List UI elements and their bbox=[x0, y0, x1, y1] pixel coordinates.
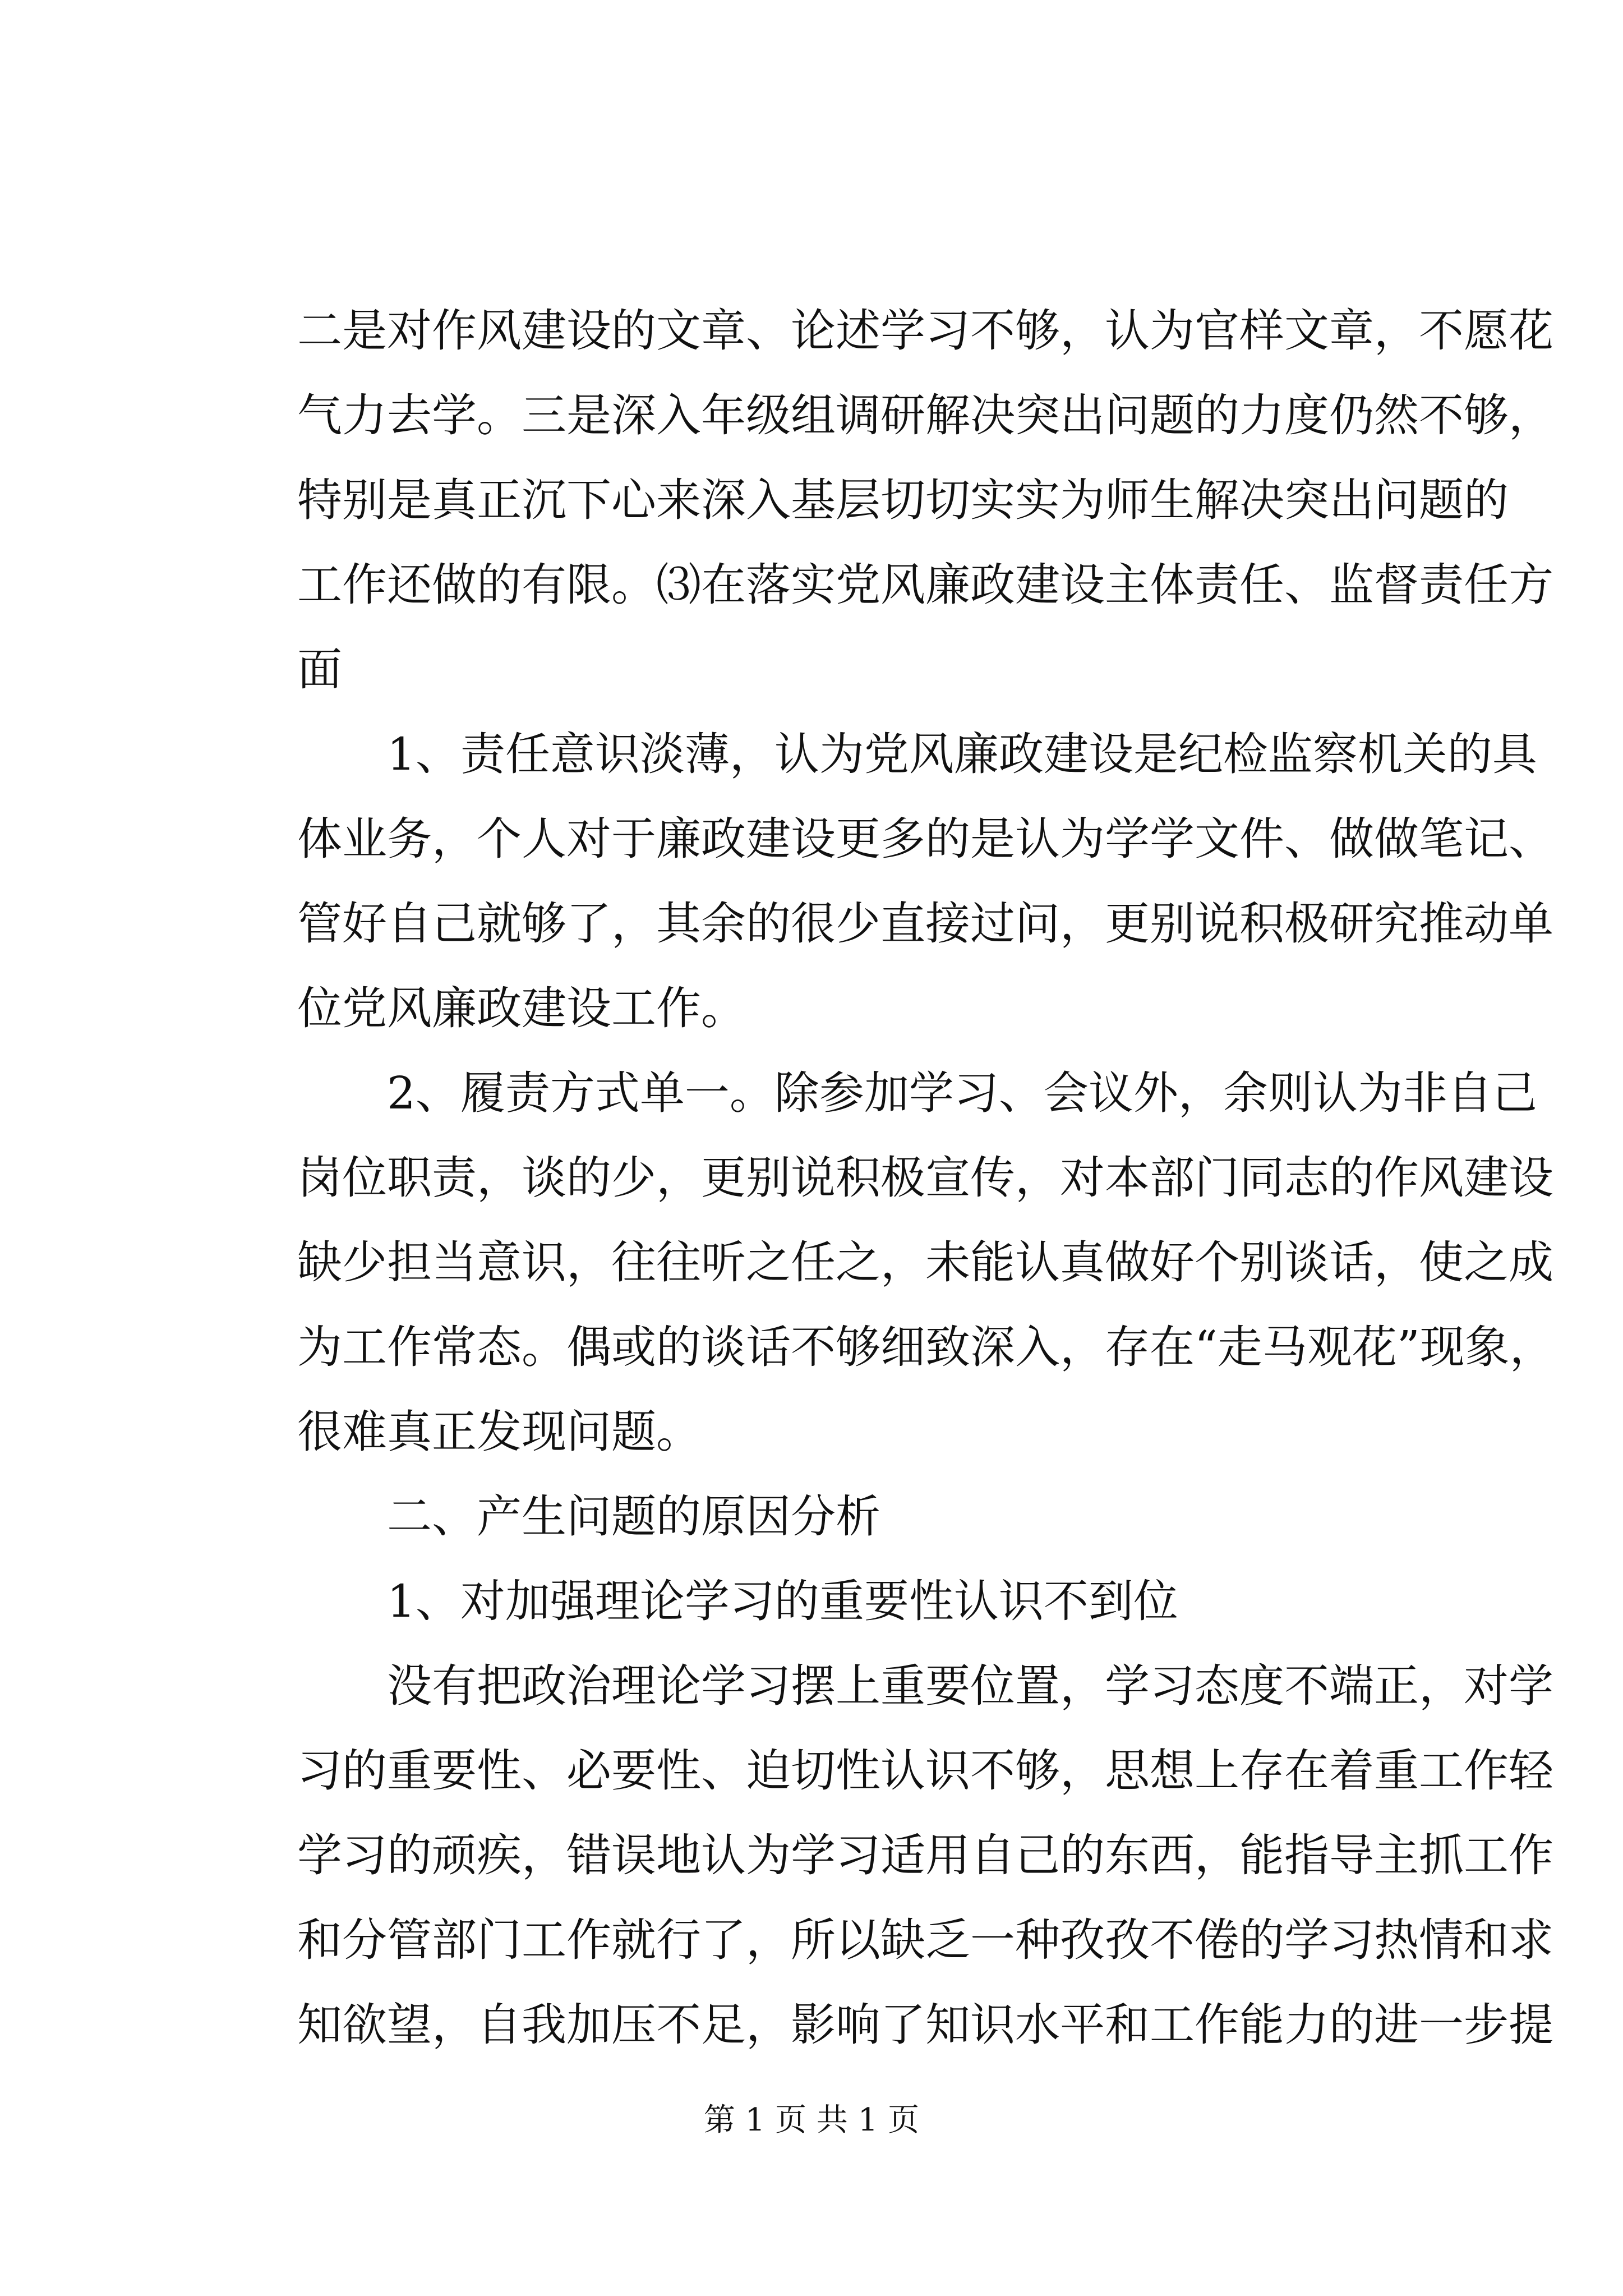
text-line: 习的重要性、必要性、迫切性认识不够，思想上存在着重工作轻 bbox=[297, 1745, 1553, 1797]
text-line: 缺少担当意识，往往听之任之，未能认真做好个别谈话，使之成 bbox=[297, 1236, 1553, 1289]
page-footer: 第 1 页 共 1 页 bbox=[703, 2102, 920, 2138]
text-line: 管好自己就够了，其余的很少直接过问，更别说积极研究推动单 bbox=[297, 898, 1553, 950]
text-line: 特别是真正沉下心来深入基层切切实实为师生解决突出问题的 bbox=[297, 474, 1509, 526]
text-line: 没有把政治理论学习摆上重要位置，学习态度不端正，对学 bbox=[387, 1660, 1553, 1712]
text-line: 体业务，个人对于廉政建设更多的是认为学学文件、做做笔记、 bbox=[297, 813, 1553, 865]
text-line: 1、责任意识淡薄，认为党风廉政建设是纪检监察机关的具 bbox=[387, 728, 1537, 780]
text-line: 工作还做的有限。⑶在落实党风廉政建设主体责任、监督责任方 bbox=[297, 559, 1553, 611]
text-line: 气力去学。三是深入年级组调研解决突出问题的力度仍然不够， bbox=[297, 389, 1553, 441]
text-line: 很难真正发现问题。 bbox=[297, 1406, 701, 1458]
section-heading: 二、产生问题的原因分析 bbox=[387, 1490, 880, 1543]
text-line: 和分管部门工作就行了，所以缺乏一种孜孜不倦的学习热情和求 bbox=[297, 1914, 1553, 1966]
text-line: 二是对作风建设的文章、论述学习不够，认为官样文章，不愿花 bbox=[297, 305, 1553, 357]
subsection-heading: 1、对加强理论学习的重要性认识不到位 bbox=[387, 1575, 1178, 1627]
text-line: 面 bbox=[297, 643, 342, 696]
text-line: 2、履责方式单一。除参加学习、会议外，余则认为非自己 bbox=[387, 1067, 1537, 1119]
text-line: 为工作常态。偶或的谈话不够细致深入，存在“走马观花”现象， bbox=[297, 1321, 1555, 1373]
text-line: 学习的顽疾，错误地认为学习适用自己的东西，能指导主抓工作 bbox=[297, 1829, 1553, 1881]
text-line: 岗位职责，谈的少，更别说积极宣传，对本部门同志的作风建设 bbox=[297, 1152, 1553, 1204]
text-line: 位党风廉政建设工作。 bbox=[297, 982, 746, 1034]
text-line: 知欲望，自我加压不足，影响了知识水平和工作能力的进一步提 bbox=[297, 1999, 1553, 2051]
